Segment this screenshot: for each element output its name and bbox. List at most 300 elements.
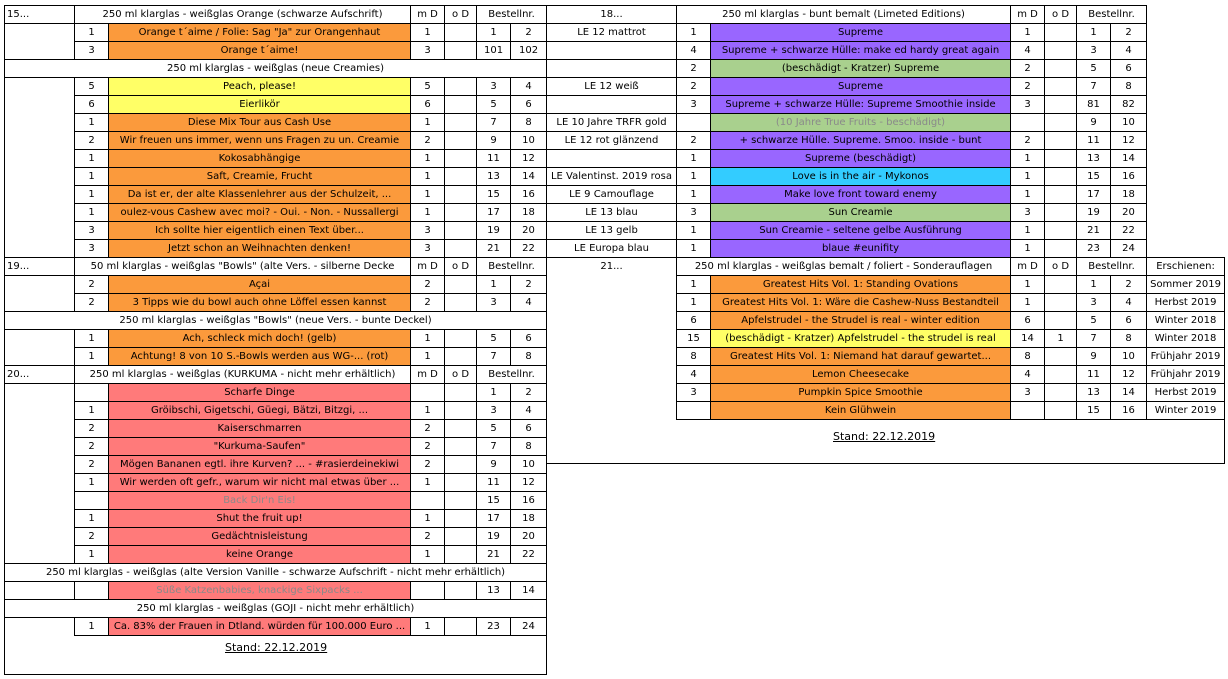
item-title: Kokosabhängige: [109, 150, 411, 168]
item-title: Supreme: [711, 78, 1011, 96]
erschienen-cell: Frühjahr 2019: [1147, 348, 1225, 366]
section-number: 20...: [5, 366, 75, 384]
empty-cell: [1147, 132, 1225, 150]
blank-cell: [547, 384, 677, 402]
item-title: Eierlikör: [109, 96, 411, 114]
table-row: [5, 510, 547, 528]
bestellnr-from: 5: [477, 420, 511, 438]
count-cell: 1: [75, 114, 109, 132]
bestellnr-from: 19: [477, 222, 511, 240]
bestellnr-from: 11: [1077, 366, 1111, 384]
table-row: [547, 384, 1225, 402]
bestellnr-from: 9: [477, 132, 511, 150]
od-cell: [445, 438, 477, 456]
md-cell: 1: [411, 204, 445, 222]
item-title: Shut the fruit up!: [109, 510, 411, 528]
item-title: + schwarze Hülle. Supreme. Smoo. inside - bunt: [711, 132, 1011, 150]
bestellnr-to: 8: [511, 438, 547, 456]
bestellnr-to: 4: [1111, 42, 1147, 60]
count-cell: 6: [677, 312, 711, 330]
table-row: [5, 402, 547, 420]
blank-cell: [5, 204, 75, 222]
item-title: Wir werden oft gefr., warum wir nicht mal etwas über ...: [109, 474, 411, 492]
bestellnr-from: 21: [1077, 222, 1111, 240]
blank-cell: [5, 78, 75, 96]
blank-cell: [5, 240, 75, 258]
bestellnr-from: 3: [477, 402, 511, 420]
item-title: Sun Creamie: [711, 204, 1011, 222]
item-title: Mögen Bananen egtl. ihre Kurven? ... - #rasierdeinekiwi: [109, 456, 411, 474]
md-cell: 6: [1011, 312, 1045, 330]
od-cell: [445, 420, 477, 438]
section-header-row: [547, 6, 1225, 24]
table-row: [5, 456, 547, 474]
blank-cell: [5, 276, 75, 294]
bestellnr-to: 14: [1111, 150, 1147, 168]
count-cell: 3: [677, 204, 711, 222]
count-cell: 2: [75, 276, 109, 294]
blank-cell: [547, 348, 677, 366]
bestellnr-from: 3: [477, 294, 511, 312]
section-number: 15...: [5, 6, 75, 24]
count-cell: [75, 582, 109, 600]
section-number: 19...: [5, 258, 75, 276]
item-title: Ach, schleck mich doch! (gelb): [109, 330, 411, 348]
count-cell: 5: [75, 78, 109, 96]
table-row: [547, 366, 1225, 384]
count-cell: [75, 384, 109, 402]
md-cell: 1: [411, 24, 445, 42]
section-header-row: [547, 258, 1225, 276]
empty-cell: [1147, 60, 1225, 78]
section-header-row: [5, 366, 547, 384]
table-row: [5, 168, 547, 186]
bestellnr-from: 19: [1077, 204, 1111, 222]
table-row: [5, 186, 547, 204]
bestellnr-to: 16: [511, 492, 547, 510]
edition-label: [547, 42, 677, 60]
item-title: Lemon Cheesecake: [711, 366, 1011, 384]
bestellnr-from: 13: [1077, 150, 1111, 168]
md-cell: 1: [411, 546, 445, 564]
col-md-header: m D: [411, 366, 445, 384]
item-title: Orange t´aime!: [109, 42, 411, 60]
count-cell: 1: [677, 276, 711, 294]
bestellnr-from: 5: [477, 330, 511, 348]
md-cell: [411, 492, 445, 510]
md-cell: 1: [1011, 276, 1045, 294]
bestellnr-to: 22: [511, 546, 547, 564]
item-title: Saft, Creamie, Frucht: [109, 168, 411, 186]
bestellnr-from: 101: [477, 42, 511, 60]
count-cell: 2: [677, 132, 711, 150]
md-cell: 2: [411, 528, 445, 546]
subsection-title: 250 ml klarglas - weißglas (alte Version Vanille - schwarze Aufschrift - nicht mehr erhältlich): [5, 564, 547, 582]
bestellnr-to: 8: [511, 114, 547, 132]
md-cell: 1: [411, 402, 445, 420]
od-cell: [1045, 222, 1077, 240]
md-cell: 1: [411, 348, 445, 366]
section-title: 250 ml klarglas - weißglas Orange (schwarze Aufschrift): [75, 6, 411, 24]
empty-cell: [1147, 24, 1225, 42]
table-row: [5, 204, 547, 222]
od-cell: [1045, 240, 1077, 258]
empty-cell: [1147, 222, 1225, 240]
bestellnr-to: 6: [511, 96, 547, 114]
od-cell: [445, 330, 477, 348]
md-cell: 1: [411, 330, 445, 348]
count-cell: 2: [75, 438, 109, 456]
count-cell: 2: [75, 456, 109, 474]
md-cell: 3: [411, 222, 445, 240]
item-title: Kein Glühwein: [711, 402, 1011, 420]
item-title: Supreme + schwarze Hülle: make ed hardy great again: [711, 42, 1011, 60]
bestellnr-to: 2: [511, 276, 547, 294]
count-cell: 1: [75, 402, 109, 420]
md-cell: 3: [411, 240, 445, 258]
od-cell: [1045, 276, 1077, 294]
md-cell: [411, 384, 445, 402]
bestellnr-to: 12: [511, 150, 547, 168]
item-title: Greatest Hits Vol. 1: Niemand hat darauf gewartet...: [711, 348, 1011, 366]
table-row: [547, 60, 1225, 78]
col-od-header: o D: [445, 366, 477, 384]
bestellnr-to: 16: [511, 186, 547, 204]
md-cell: [1011, 114, 1045, 132]
item-title: Açai: [109, 276, 411, 294]
table-row: [547, 240, 1225, 258]
bestellnr-to: 16: [1111, 168, 1147, 186]
section-header-row: [5, 258, 547, 276]
bestellnr-to: 16: [1111, 402, 1147, 420]
col-erschienen-header: Erschienen:: [1147, 258, 1225, 276]
bestellnr-from: 15: [1077, 402, 1111, 420]
od-cell: [445, 582, 477, 600]
count-cell: 1: [677, 150, 711, 168]
bestellnr-from: 15: [477, 492, 511, 510]
subsection-title: 250 ml klarglas - weißglas (GOJI - nicht mehr erhältlich): [5, 600, 547, 618]
md-cell: 1: [1011, 24, 1045, 42]
bestellnr-from: 13: [1077, 384, 1111, 402]
item-title: Ich sollte hier eigentlich einen Text über...: [109, 222, 411, 240]
od-cell: [445, 186, 477, 204]
item-title: Wir freuen uns immer, wenn uns Fragen zu un. Creamie: [109, 132, 411, 150]
edition-label: LE 12 weiß: [547, 78, 677, 96]
od-cell: [1045, 42, 1077, 60]
item-title: Apfelstrudel - the Strudel is real - winter edition: [711, 312, 1011, 330]
bestellnr-from: 1: [477, 276, 511, 294]
od-cell: [445, 294, 477, 312]
bestellnr-to: 102: [511, 42, 547, 60]
blank-cell: [5, 474, 75, 492]
od-cell: [1045, 150, 1077, 168]
item-title: Sun Creamie - seltene gelbe Ausführung: [711, 222, 1011, 240]
bestellnr-to: 8: [1111, 330, 1147, 348]
bestellnr-to: 10: [1111, 348, 1147, 366]
erschienen-cell: Winter 2018: [1147, 330, 1225, 348]
count-cell: 2: [75, 528, 109, 546]
item-title: Gedächtnisleistung: [109, 528, 411, 546]
col-od-header: o D: [445, 258, 477, 276]
table-row: [547, 348, 1225, 366]
count-cell: 1: [75, 204, 109, 222]
blank-cell: [5, 150, 75, 168]
section-number: 21...: [547, 258, 677, 276]
count-cell: 1: [677, 240, 711, 258]
bestellnr-from: 9: [477, 456, 511, 474]
blank-cell: [547, 312, 677, 330]
bestellnr-to: 22: [1111, 222, 1147, 240]
blank-cell: [5, 114, 75, 132]
edition-label: LE 13 gelb: [547, 222, 677, 240]
erschienen-cell: Winter 2019: [1147, 402, 1225, 420]
table-row: [5, 78, 547, 96]
bestellnr-from: 81: [1077, 96, 1111, 114]
table-row: [547, 186, 1225, 204]
md-cell: 4: [1011, 42, 1045, 60]
blank-cell: [5, 384, 75, 402]
item-title: Diese Mix Tour aus Cash Use: [109, 114, 411, 132]
bestellnr-from: 3: [1077, 294, 1111, 312]
bestellnr-to: 4: [1111, 294, 1147, 312]
bestellnr-to: 14: [1111, 384, 1147, 402]
empty-cell: [1147, 186, 1225, 204]
md-cell: 2: [411, 276, 445, 294]
od-cell: [1045, 60, 1077, 78]
item-title: Greatest Hits Vol. 1: Standing Ovations: [711, 276, 1011, 294]
blank-cell: [5, 546, 75, 564]
count-cell: 1: [75, 618, 109, 636]
od-cell: [1045, 312, 1077, 330]
item-title: blaue #eunifity: [711, 240, 1011, 258]
count-cell: [75, 492, 109, 510]
bestellnr-to: 12: [511, 474, 547, 492]
md-cell: [411, 582, 445, 600]
table-row: [5, 96, 547, 114]
col-od-header: o D: [1045, 6, 1077, 24]
bestellnr-to: 82: [1111, 96, 1147, 114]
od-cell: [445, 384, 477, 402]
bestellnr-to: 10: [511, 456, 547, 474]
count-cell: 1: [75, 546, 109, 564]
item-title: Kaiserschmarren: [109, 420, 411, 438]
item-title: (beschädigt - Kratzer) Supreme: [711, 60, 1011, 78]
od-cell: [1045, 132, 1077, 150]
blank-cell: [5, 168, 75, 186]
bestellnr-to: 8: [1111, 78, 1147, 96]
bestellnr-from: 9: [1077, 114, 1111, 132]
empty-cell: [1147, 240, 1225, 258]
blank-cell: [5, 294, 75, 312]
count-cell: 2: [75, 420, 109, 438]
table-row: [547, 276, 1225, 294]
od-cell: [445, 456, 477, 474]
table-row: [5, 420, 547, 438]
md-cell: 3: [411, 42, 445, 60]
edition-label: LE Valentinst. 2019 rosa: [547, 168, 677, 186]
table-row: [547, 330, 1225, 348]
table-row: [5, 528, 547, 546]
md-cell: 14: [1011, 330, 1045, 348]
blank-cell: [5, 402, 75, 420]
bestellnr-to: 4: [511, 294, 547, 312]
blank-cell: [5, 420, 75, 438]
bestellnr-to: 14: [511, 168, 547, 186]
od-cell: [1045, 24, 1077, 42]
od-cell: [1045, 294, 1077, 312]
md-cell: 1: [411, 114, 445, 132]
bestellnr-to: 12: [1111, 366, 1147, 384]
table-row: [5, 150, 547, 168]
table-row: [5, 492, 547, 510]
bestellnr-from: 11: [1077, 132, 1111, 150]
od-cell: 1: [1045, 330, 1077, 348]
table-row: [547, 42, 1225, 60]
bestellnr-from: 15: [1077, 168, 1111, 186]
od-cell: [445, 78, 477, 96]
col-bestellnr-header: Bestellnr.: [477, 6, 547, 24]
item-title: Greatest Hits Vol. 1: Wäre die Cashew-Nuss Bestandteil: [711, 294, 1011, 312]
md-cell: 3: [1011, 384, 1045, 402]
md-cell: 1: [1011, 222, 1045, 240]
blank-cell: [5, 42, 75, 60]
od-cell: [445, 24, 477, 42]
bestellnr-from: 7: [1077, 330, 1111, 348]
count-cell: 2: [677, 60, 711, 78]
bestellnr-to: 2: [1111, 24, 1147, 42]
blank-cell: [5, 222, 75, 240]
od-cell: [1045, 114, 1077, 132]
table-row: [5, 132, 547, 150]
count-cell: 1: [75, 168, 109, 186]
md-cell: 3: [1011, 96, 1045, 114]
bestellnr-from: 7: [477, 438, 511, 456]
bestellnr-to: 14: [511, 582, 547, 600]
bestellnr-from: 15: [477, 186, 511, 204]
od-cell: [445, 204, 477, 222]
count-cell: 1: [75, 24, 109, 42]
bestellnr-to: 6: [1111, 60, 1147, 78]
md-cell: 8: [1011, 348, 1045, 366]
md-cell: 1: [411, 474, 445, 492]
edition-label: LE Europa blau: [547, 240, 677, 258]
count-cell: 3: [75, 42, 109, 60]
od-cell: [445, 114, 477, 132]
md-cell: 1: [411, 186, 445, 204]
count-cell: 2: [75, 132, 109, 150]
table-row: [5, 582, 547, 600]
edition-label: [547, 96, 677, 114]
item-title: Jetzt schon an Weihnachten denken!: [109, 240, 411, 258]
item-title: Supreme + schwarze Hülle: Supreme Smoothie inside: [711, 96, 1011, 114]
table-row: [547, 24, 1225, 42]
item-title: (beschädigt - Kratzer) Apfelstrudel - the strudel is real: [711, 330, 1011, 348]
bestellnr-to: 6: [1111, 312, 1147, 330]
table-row: [547, 78, 1225, 96]
md-cell: 4: [1011, 366, 1045, 384]
count-cell: 3: [75, 240, 109, 258]
od-cell: [445, 528, 477, 546]
bestellnr-from: 1: [1077, 24, 1111, 42]
edition-label: [547, 150, 677, 168]
col-bestellnr-header: Bestellnr.: [1077, 6, 1147, 24]
table-row: [547, 222, 1225, 240]
item-title: Supreme: [711, 24, 1011, 42]
subsection-header-row: [5, 564, 547, 582]
md-cell: 1: [1011, 294, 1045, 312]
md-cell: 1: [411, 168, 445, 186]
bestellnr-from: 3: [477, 78, 511, 96]
bestellnr-from: 17: [477, 510, 511, 528]
md-cell: 2: [1011, 78, 1045, 96]
right-stand-date: Stand: 22.12.2019: [833, 430, 936, 443]
subsection-header-row: [5, 312, 547, 330]
bestellnr-to: 2: [1111, 276, 1147, 294]
item-title: keine Orange: [109, 546, 411, 564]
subsection-title: 250 ml klarglas - weißglas (neue Creamies): [5, 60, 547, 78]
count-cell: 1: [75, 330, 109, 348]
od-cell: [1045, 78, 1077, 96]
blank-cell: [5, 330, 75, 348]
section-title: 250 ml klarglas - bunt bemalt (Limeted Editions): [677, 6, 1011, 24]
count-cell: 1: [677, 222, 711, 240]
bestellnr-from: 1: [477, 384, 511, 402]
left-stand-date: Stand: 22.12.2019: [225, 641, 328, 654]
item-title: Scharfe Dinge: [109, 384, 411, 402]
blank-cell: [5, 24, 75, 42]
item-title: oulez-vous Cashew avec moi? - Oui. - Non. - Nussallergi: [109, 204, 411, 222]
md-cell: 1: [411, 510, 445, 528]
table-row: [5, 438, 547, 456]
count-cell: [677, 114, 711, 132]
item-title: Süße Katzenbabies, knackige Sixpacks ...: [109, 582, 411, 600]
bestellnr-to: 2: [511, 384, 547, 402]
left-inventory-table: [4, 5, 547, 636]
erschienen-cell: Herbst 2019: [1147, 294, 1225, 312]
count-cell: 3: [677, 96, 711, 114]
item-title: Ca. 83% der Frauen in Dtland. würden für 100.000 Euro ...: [109, 618, 411, 636]
od-cell: [445, 168, 477, 186]
subsection-header-row: [5, 600, 547, 618]
md-cell: 2: [1011, 60, 1045, 78]
bestellnr-from: 7: [1077, 78, 1111, 96]
od-cell: [1045, 384, 1077, 402]
od-cell: [445, 42, 477, 60]
blank-cell: [5, 492, 75, 510]
count-cell: 1: [677, 168, 711, 186]
table-row: [547, 150, 1225, 168]
bestellnr-from: 5: [1077, 60, 1111, 78]
col-md-header: m D: [1011, 258, 1045, 276]
od-cell: [445, 150, 477, 168]
md-cell: 1: [1011, 150, 1045, 168]
col-bestellnr-header: Bestellnr.: [477, 366, 547, 384]
table-row: [547, 294, 1225, 312]
empty-cell: [1147, 42, 1225, 60]
od-cell: [445, 276, 477, 294]
bestellnr-from: 5: [1077, 312, 1111, 330]
blank-cell: [5, 510, 75, 528]
bestellnr-to: 10: [1111, 114, 1147, 132]
bestellnr-to: 8: [511, 348, 547, 366]
bestellnr-to: 20: [1111, 204, 1147, 222]
col-bestellnr-header: Bestellnr.: [1077, 258, 1147, 276]
count-cell: 3: [677, 384, 711, 402]
md-cell: 1: [1011, 240, 1045, 258]
bestellnr-to: 6: [511, 420, 547, 438]
od-cell: [445, 474, 477, 492]
od-cell: [1045, 168, 1077, 186]
